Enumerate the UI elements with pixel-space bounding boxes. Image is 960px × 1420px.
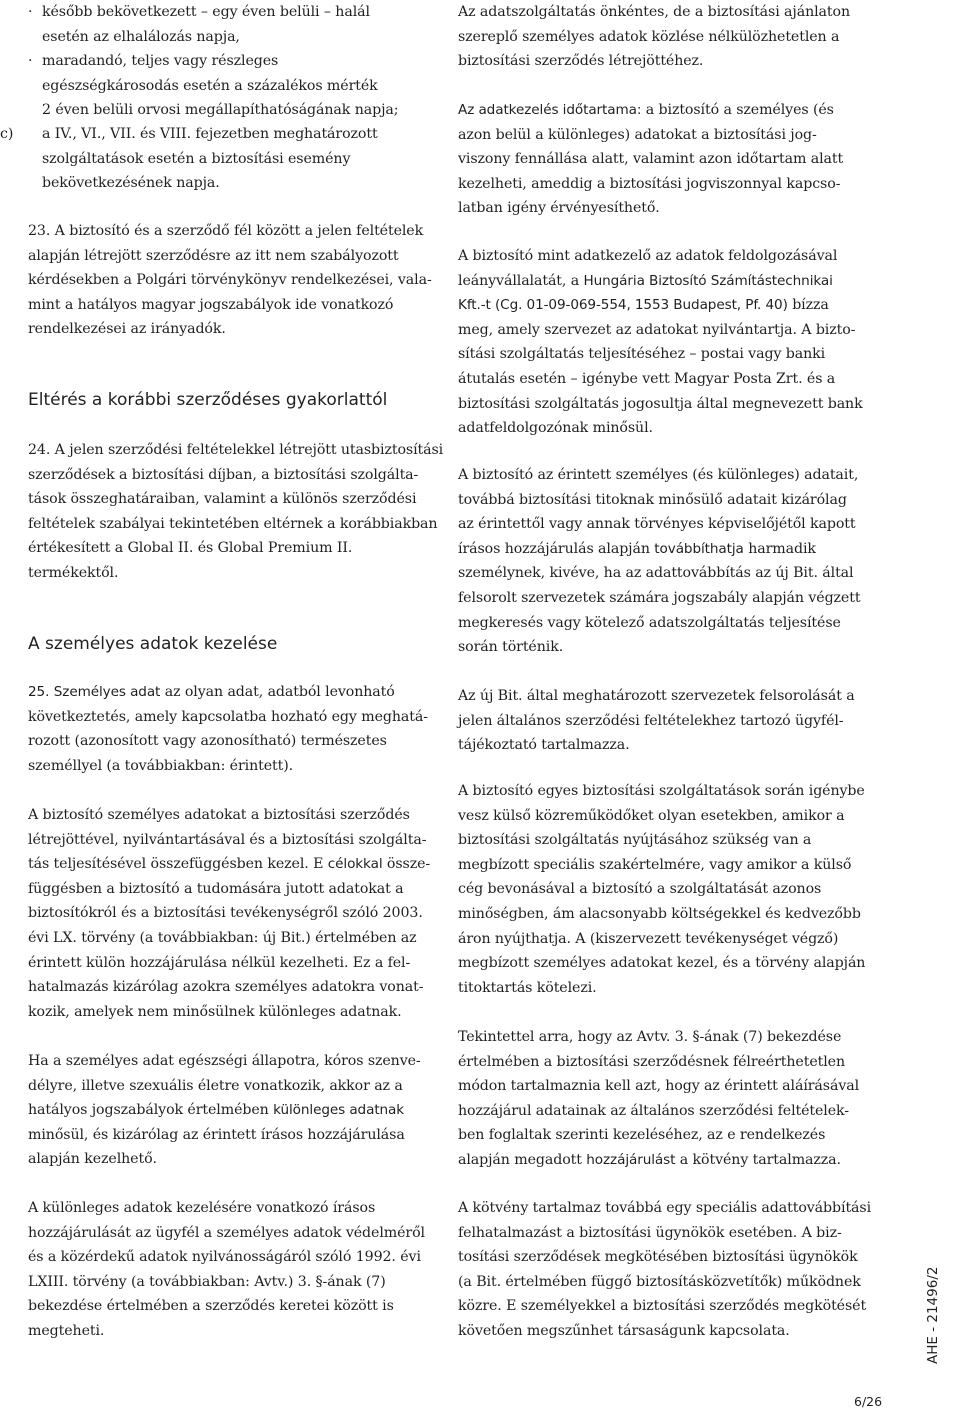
document-code: AHE - 21496/2: [925, 1266, 941, 1364]
paragraph-outsourcing: A biztosító egyes biztosítási szolgáltatások során igénybe vesz külső közreműködőket olyan esetekben, amikor a biztosítási szolgáltatás nyújtásához szükség van a megbízott speciális szakértelmére, vagy amikor a külső cég bevonásával a biztosító a szolgáltatását azonos minőségben, ám alacsonyabb költségekkel és kedvezőbb áron nyújthatja. A (kiszervezett tevékenységet végző) megbízott személyes adatokat kezel, és a törvény alapján titoktartás kötelezi.: [458, 783, 866, 996]
paragraph-26: A biztosító személyes adatokat a biztosítási szerződés létrejöttével, nyilvántartásával és a biztosítási szolgálta- tás teljesítésével összefüggésben kezel. E célokkal össze- függésben a biztosító a tudomására jutott adatokat a biztosítókról és a biztosítási tevékenységről szóló 2003. évi LX. törvény (a továbbiakban: új Bit.) értelmében az érintett külön hozzájárulása nélkül kezelheti. Ez a fel- hatalmazás kizárólag azokra személyes adatokra vonat- kozik, amelyek nem minősülnek különleges adatnak.: [28, 807, 431, 1020]
bullet-item-death: · később bekövetkezett – egy éven belüli – halál esetén az elhalálozás napja,: [28, 0, 370, 49]
term-personal-data: Személyes adat: [53, 684, 161, 700]
paragraph-23: 23. A biztosító és a szerződő fél között a jelen feltételek alapján létrejött szerződésre az itt nem szabályozott kérdésekben a Polgári törvénykönyv rendelkezései, vala- mint a hatályos magyar jogszabályok ide vonatkozó rendelkezései az irányadók.: [28, 223, 432, 338]
list-item-c: c) a IV., VI., VII. és VIII. fejezetben meghatározott szolgáltatások esetén a biztosítási esemény bekövetkezésének napja.: [0, 122, 378, 196]
paragraph-forwarding: A biztosító az érintett személyes (és különleges) adatait, továbbá biztosítási titoknak minősülő adatait kizárólag az érintettől vagy annak törvényes képviselőjétől kapott írásos hozzájárulás alapján továbbíthatja harmadik személynek, kivéve, ha az adattovábbítás az új Bit. által felsorolt szervezetek számára jogszabály alapján végzett megkeresés vagy kötelező adatszolgáltatás teljesítése során történik.: [458, 467, 861, 656]
list-label: c): [0, 126, 14, 142]
bullet-dot: ·: [28, 53, 33, 69]
paragraph-27: Ha a személyes adat egészségi állapotra, kóros szenve- délyre, illetve szexuális életre vonatkozik, akkor az a hatályos jogszabályok értelmében különleges adatnak minősül, és kizárólag az érintett írásos hozzájárulása alapján kezelhető.: [28, 1053, 421, 1168]
term-subsidiary-address: Kft.-t (Cg. 01-09-069-554, 1553 Budapest, Pf. 40): [458, 297, 788, 314]
term-special-data: különleges adatnak: [273, 1102, 405, 1119]
paragraph-24: 24. A jelen szerződési feltételekkel létrejött utasbiztosítási szerződések a biztosítási díjban, a biztosítási szolgálta- tások összeghatáraiban, valamint a különös szerződési feltételek szabályai tekintetében eltérnek a korábbiakban értékesített a Global II. és Global Premium II. termékektől.: [28, 442, 444, 581]
bullet-dot: ·: [28, 4, 33, 20]
paragraph-consent: Tekintettel arra, hogy az Avtv. 3. §-ának (7) bekezdése értelmében a biztosítási szerződésnek félreérthetetlen módon tartalmaznia kell azt, hogy az érintett aláírásával hozzájárul adatainak az általános szerződési feltételek- ben foglaltak szerinti kezeléséhez, az e rendelkezés alapján megadott hozzájárulást a kötvény tartalmazza.: [458, 1029, 860, 1168]
paragraph-processor: A biztosító mint adatkezelő az adatok feldolgozásával leányvállalatát, a Hungária Biztosító Számítástechnikai Kft.-t (Cg. 01-09-069-554, 1553 Budapest, Pf. 40) bízza meg, amely szervezet az adatokat nyilvántartja. A bizto- sítási szolgáltatás teljesítéséhez – postai vagy banki átutalás esetén – igénybe vett Magyar Posta Zrt. és a biztosítási szolgáltatás jogosultja által megnevezett bank adatfeldolgozónak minősül.: [458, 248, 863, 437]
term-consent: hozzájárulást: [586, 1151, 676, 1168]
paragraph-25: 25. Személyes adat az olyan adat, adatból levonható következtetés, amely kapcsolatba hozható egy meghatá- rozott (azonosított vagy azonosítható) természetes személlyel (a továbbiakban: érintett).: [28, 684, 428, 774]
page-number: 6/26: [854, 1394, 883, 1409]
section-heading-deviation: Eltérés a korábbi szerződéses gyakorlattól: [28, 390, 388, 410]
paragraph-agents: A kötvény tartalmaz továbbá egy speciális adattovábbítási felhatalmazást a biztosítási ügynökök esetében. A biz- tosítási szerződések megkötésében biztosítási ügynökök (a Bit. értelmében függő biztosításközvetítők) működnek közre. E személyekkel a biztosítási szerződés megkötését követően megszűnhet társaságunk kapcsolata.: [458, 1200, 872, 1339]
paragraph-organizations: Az új Bit. által meghatározott szervezetek felsorolását a jelen általános szerződési feltételekhez tartozó ügyfél- tájékoztató tartalmazza.: [458, 688, 855, 754]
term-subsidiary: Hungária Biztosító Számítástechnikai: [583, 272, 833, 289]
term-purposes: célokkal: [327, 856, 383, 873]
paragraph-duration: Az adatkezelés időtartama: a biztosító a személyes (és azon belül a különleges) adatokat a biztosítási jog- viszony fennállása alatt, valamint azon időtartam alatt kezelheti, ameddig a biztosítási jogviszonnyal kapcso- latban igény érvényesíthető.: [458, 102, 844, 217]
bullet-item-disability: · maradandó, teljes vagy részleges egészségkárosodás esetén a százalékos mérték 2 éven belüli orvosi megállapíthatóságának napja;: [28, 49, 398, 123]
term-duration: Az adatkezelés időtartama:: [458, 102, 642, 118]
paragraph-voluntary: Az adatszolgáltatás önkéntes, de a biztosítási ajánlaton szereplő személyes adatok közlése nélkülözhetetlen a biztosítási szerződés létrejöttéhez.: [458, 4, 850, 70]
term-forward: továbbíthatja: [654, 540, 744, 557]
section-heading-personal-data: A személyes adatok kezelése: [28, 634, 278, 654]
paragraph-28: A különleges adatok kezelésére vonatkozó írásos hozzájárulását az ügyfél a személyes adatok védelméről és a közérdekű adatok nyilvánosságáról szóló 1992. évi LXIII. törvény (a továbbiakban: Avtv.) 3. §-ának (7) bekezdése értelmében a szerződés keretei között is megteheti.: [28, 1200, 425, 1339]
